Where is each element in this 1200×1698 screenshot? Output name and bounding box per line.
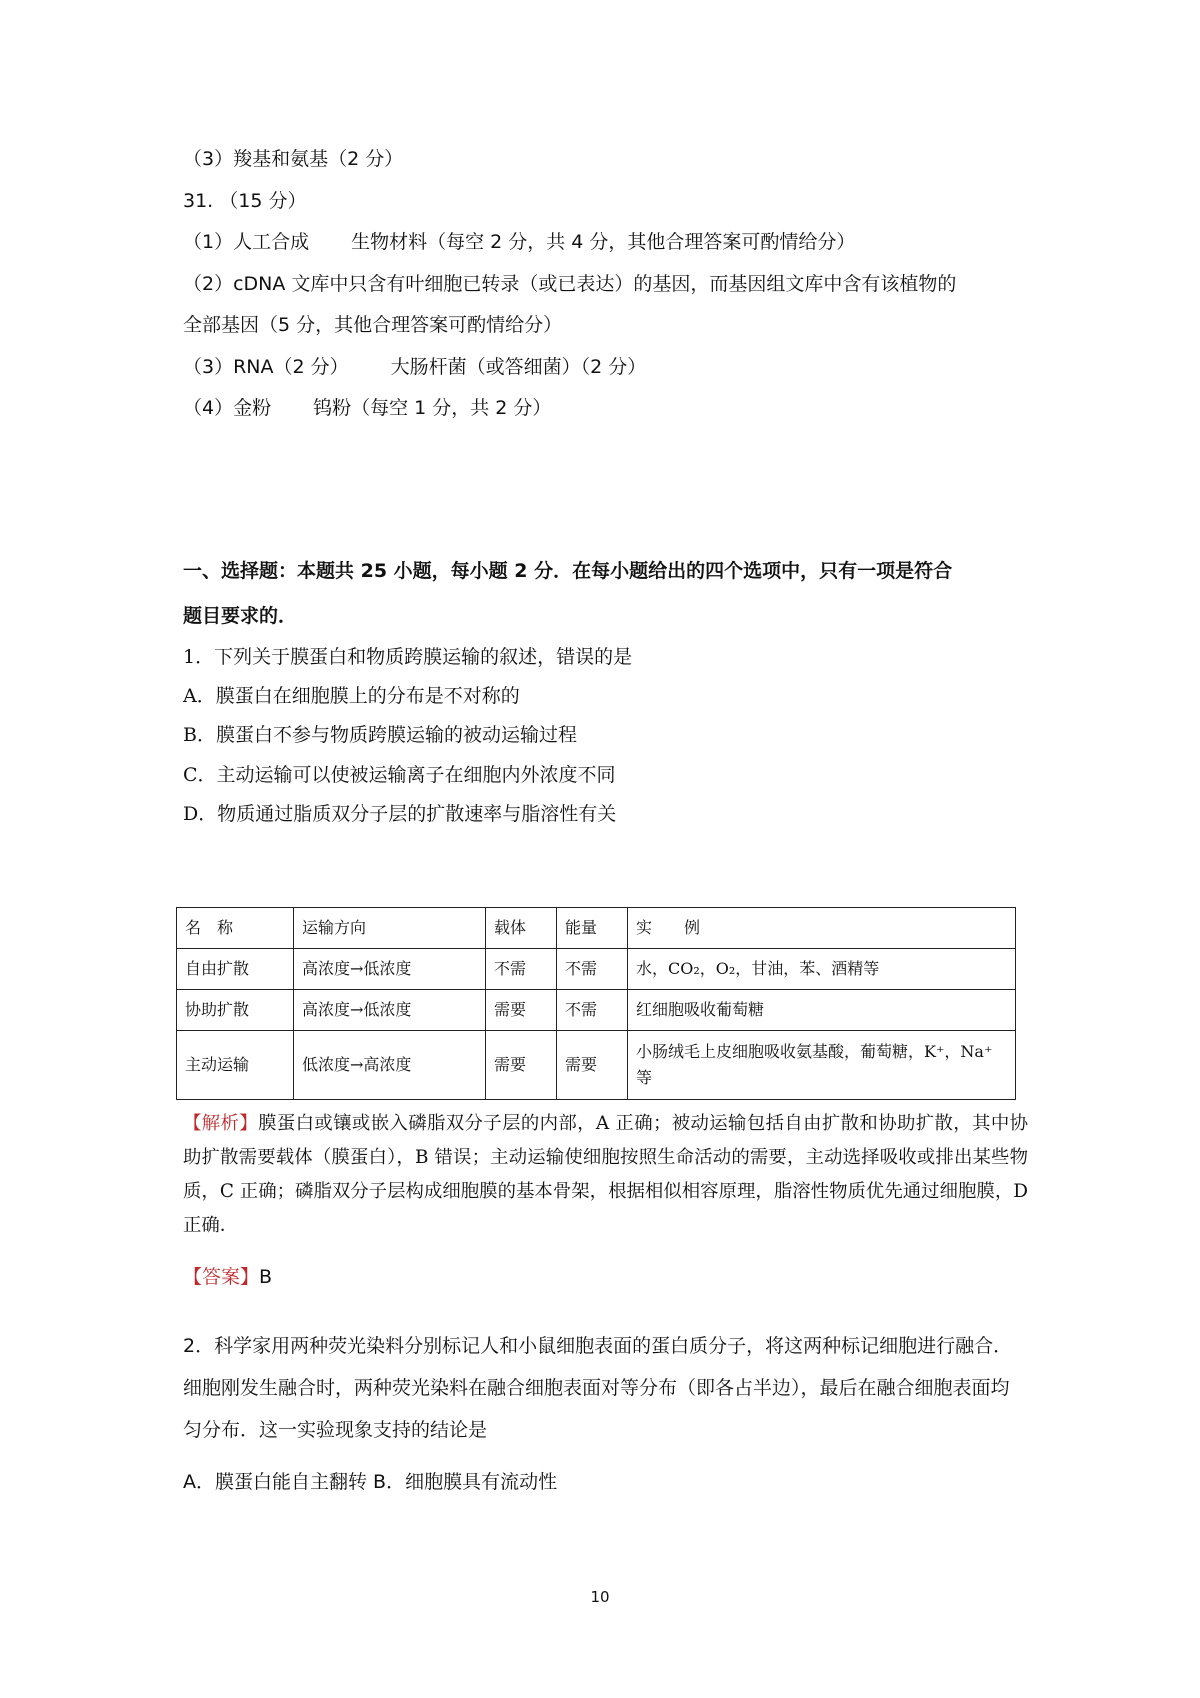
table-cell: 不需	[557, 990, 628, 1031]
answer-31-4-part-a: （4）金粉	[183, 397, 272, 419]
table-cell: 小肠绒毛上皮细胞吸收氨基酸，葡萄糖，K⁺，Na⁺等	[628, 1031, 1016, 1100]
table-cell: 不需	[557, 949, 628, 990]
question-1-option-c: C．主动运输可以使被运输离子在细胞内外浓度不同	[183, 764, 616, 786]
analysis-text: 膜蛋白或镶或嵌入磷脂双分子层的内部，A 正确；被动运输包括自由扩散和协助扩散，其中协助扩散需要载体（膜蛋白），B 错误；主动运输使细胞按照生命活动的需要，主动选择吸收或排出某些物质，C 正确；磷脂双分子层构成细胞膜的基本骨架，根据相似相容原理，脂溶性物质优先通过细胞膜，D 正确．	[183, 1113, 1028, 1236]
answer-line-3: （3）羧基和氨基（2 分）	[183, 148, 404, 170]
question-31-header: 31. （15 分）	[183, 190, 307, 212]
table-cell: 协助扩散	[177, 990, 294, 1031]
question-2-stem: 2．科学家用两种荧光染料分别标记人和小鼠细胞表面的蛋白质分子，将这两种标记细胞进行融合．细胞刚发生融合时，两种荧光染料在融合细胞表面对等分布（即各占半边），最后在融合细胞表面均匀分布．这一实验现象支持的结论是	[183, 1335, 1013, 1441]
table-header-cell: 能量	[557, 908, 628, 949]
answer-31-2-line-2: 全部基因（5 分，其他合理答案可酌情给分）	[183, 314, 563, 336]
table-cell: 高浓度→低浓度	[294, 990, 486, 1031]
table-cell: 需要	[486, 990, 557, 1031]
table-cell: 需要	[486, 1031, 557, 1100]
answer-31-2-line-1: （2）cDNA 文库中只含有叶细胞已转录（或已表达）的基因，而基因组文库中含有该植物的	[183, 273, 957, 295]
answer-value: B	[259, 1266, 273, 1288]
page-number: 10	[590, 1588, 610, 1606]
table-cell: 水，CO₂，O₂，甘油，苯、酒精等	[628, 949, 1016, 990]
table-cell: 不需	[486, 949, 557, 990]
table-header-cell: 实 例	[628, 908, 1016, 949]
answer-31-4	[183, 395, 551, 421]
table-cell: 红细胞吸收葡萄糖	[628, 990, 1016, 1031]
answer-tag: 【答案】	[183, 1266, 260, 1288]
analysis-paragraph	[183, 1107, 1028, 1243]
question-1-option-b: B．膜蛋白不参与物质跨膜运输的被动运输过程	[183, 724, 577, 746]
answer-31-1-part-a: （1）人工合成	[183, 231, 310, 253]
question-1-option-a: A．膜蛋白在细胞膜上的分布是不对称的	[183, 685, 520, 707]
answer-line	[183, 1264, 272, 1290]
question-1-option-d: D．物质通过脂质双分子层的扩散速率与脂溶性有关	[183, 803, 617, 825]
answer-31-3-part-b: 大肠杆菌（或答细菌）（2 分）	[390, 356, 647, 378]
transport-comparison-table	[176, 907, 1016, 1100]
table-header-cell: 载体	[486, 908, 557, 949]
table-header-cell: 名 称	[177, 908, 294, 949]
answer-31-3	[183, 354, 646, 380]
table-cell: 高浓度→低浓度	[294, 949, 486, 990]
analysis-tag: 【解析】	[183, 1113, 259, 1134]
section-heading-line-2: 题目要求的．	[183, 605, 298, 627]
section-heading-line-1: 一、选择题：本题共 25 小题，每小题 2 分．在每小题给出的四个选项中，只有一项是符合	[183, 560, 953, 582]
table-row	[177, 949, 1016, 990]
answer-31-4-part-b: 钨粉（每空 1 分，共 2 分）	[313, 397, 552, 419]
table-header-row	[177, 908, 1016, 949]
table-cell: 低浓度→高浓度	[294, 1031, 486, 1100]
answer-31-1	[183, 229, 855, 255]
table-cell: 需要	[557, 1031, 628, 1100]
table-row	[177, 1031, 1016, 1100]
table-cell: 自由扩散	[177, 949, 294, 990]
answer-31-1-part-b: 生物材料（每空 2 分，共 4 分，其他合理答案可酌情给分）	[351, 231, 856, 253]
table-header-cell: 运输方向	[294, 908, 486, 949]
question-1-stem: 1．下列关于膜蛋白和物质跨膜运输的叙述，错误的是	[183, 646, 633, 668]
answer-31-3-part-a: （3）RNA（2 分）	[183, 356, 349, 378]
table-row	[177, 990, 1016, 1031]
question-2-options: A．膜蛋白能自主翻转 B．细胞膜具有流动性	[183, 1471, 558, 1493]
table-cell: 主动运输	[177, 1031, 294, 1100]
